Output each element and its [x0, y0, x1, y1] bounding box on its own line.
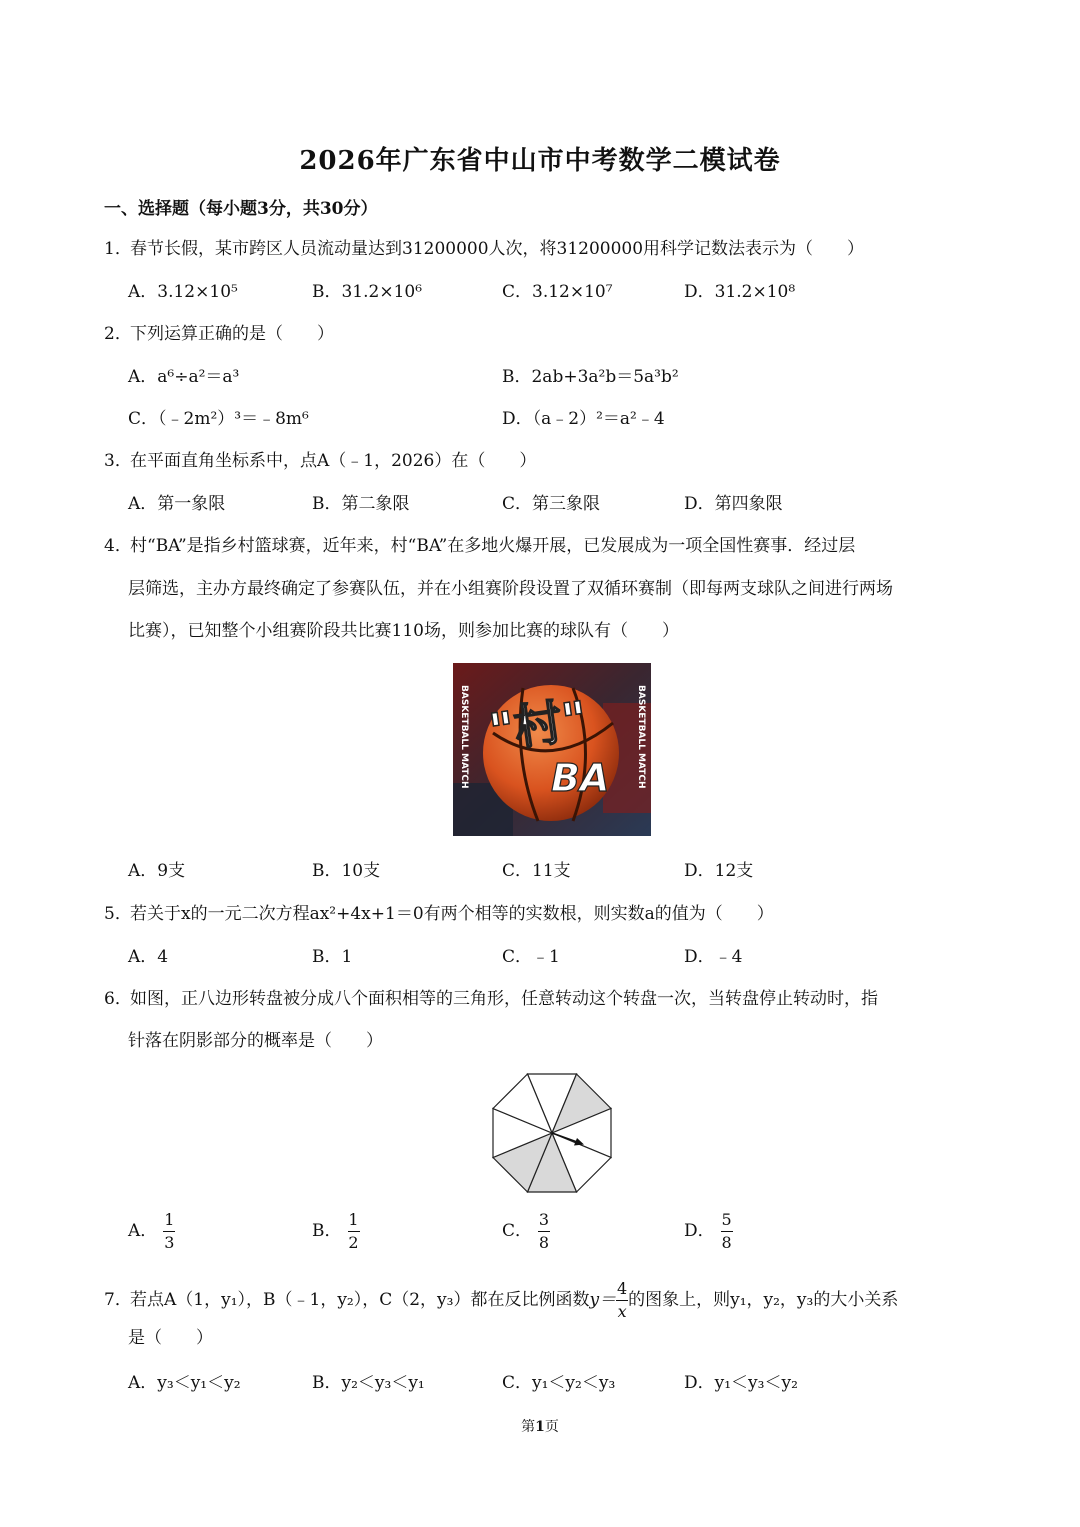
option-a: A．第一象限	[128, 494, 226, 514]
option-a	[128, 1211, 175, 1252]
question-number: 6．	[104, 989, 132, 1009]
question-number: 3．	[104, 451, 132, 471]
octagon-spinner-diagram	[488, 1069, 616, 1197]
question-5	[104, 903, 774, 925]
numerator: 1	[348, 1210, 359, 1229]
option-d: D．第四象限	[684, 494, 783, 514]
numerator: 3	[538, 1210, 550, 1229]
option-label: A．	[128, 1221, 158, 1241]
option-b: B．10支	[312, 861, 381, 881]
option-d: D．31.2×10⁸	[684, 282, 796, 302]
option-c: C．﹣1	[502, 947, 560, 967]
question-number: 7．	[104, 1290, 132, 1310]
image-main-text: "村"	[485, 691, 591, 761]
option-a: A．3.12×10⁵	[128, 282, 238, 302]
option-d	[684, 1211, 733, 1252]
question-6	[104, 988, 878, 1010]
question-7	[104, 1280, 898, 1321]
option-c: C．3.12×10⁷	[502, 282, 613, 302]
option-c: C．11支	[502, 861, 571, 881]
option-d: D．（a﹣2）²＝a²﹣4	[502, 409, 665, 429]
question-text: 若点A（1，y₁），B（﹣1，y₂），C（2，y₃）都在反比例函数	[130, 1290, 590, 1310]
option-b	[312, 1211, 360, 1252]
option-c: C．y₁＜y₂＜y₃	[502, 1373, 616, 1393]
question-number: 2．	[104, 324, 132, 344]
option-label: B．	[312, 1221, 342, 1241]
denominator: 2	[348, 1233, 359, 1252]
image-side-text: BASKETBALL MATCH	[459, 685, 469, 789]
image-sub-text: BA	[551, 756, 610, 800]
option-a: A．a⁶÷a²＝a³	[128, 367, 240, 387]
option-d: D．﹣4	[684, 947, 743, 967]
basketball-image	[453, 663, 651, 836]
question-number: 1．	[104, 239, 132, 259]
option-d: D．12支	[684, 861, 754, 881]
option-b: B．2ab+3a²b＝5a³b²	[502, 367, 679, 387]
image-side-text-right: BASKETBALL MATCH	[636, 685, 646, 789]
fraction	[348, 1211, 360, 1252]
option-b: B．31.2×10⁶	[312, 282, 423, 302]
denominator: 8	[538, 1233, 550, 1252]
option-a: A．9支	[128, 861, 186, 881]
numerator: 1	[164, 1210, 175, 1229]
question-text: 在平面直角坐标系中，点A（﹣1，2026）在（ ）	[130, 451, 537, 471]
question-2	[104, 323, 334, 345]
option-c: C．（﹣2m²）³＝﹣8m⁶	[128, 409, 309, 429]
question-number: 4．	[104, 536, 132, 556]
footer-suffix: 页	[544, 1419, 559, 1435]
question-text: 若关于x的一元二次方程ax²+4x+1＝0有两个相等的实数根，则实数a的值为（ ）	[130, 904, 774, 924]
fraction	[538, 1211, 550, 1252]
denominator: 3	[164, 1233, 175, 1252]
question-3	[104, 450, 536, 472]
option-label: D．	[684, 1221, 715, 1241]
village-ba-image	[453, 663, 651, 836]
page-footer	[0, 1416, 1080, 1436]
footer-prefix: 第	[521, 1419, 536, 1435]
question-text-line: 比赛），已知整个小组赛阶段共比赛110场，则参加比赛的球队有（ ）	[128, 621, 679, 641]
option-b: B．y₂＜y₃＜y₁	[312, 1373, 425, 1393]
fraction	[721, 1211, 733, 1252]
denominator: 8	[721, 1233, 732, 1252]
question-text: 春节长假，某市跨区人员流动量达到31200000人次，将31200000用科学记数法表示为（ ）	[130, 239, 865, 259]
page-number: 1	[535, 1419, 545, 1435]
question-number: 5．	[104, 904, 132, 924]
question-text: 下列运算正确的是（ ）	[130, 324, 334, 344]
denominator: x	[617, 1302, 627, 1321]
option-d: D．y₁＜y₃＜y₂	[684, 1373, 798, 1393]
option-label: C．	[502, 1221, 533, 1241]
numerator: 5	[721, 1210, 732, 1229]
question-text-line: 层筛选，主办方最终确定了参赛队伍，并在小组赛阶段设置了双循环赛制（即每两支球队之间进行两场	[128, 579, 893, 599]
function-lhs: y＝	[589, 1290, 617, 1310]
option-a: A．y₃＜y₁＜y₂	[128, 1373, 241, 1393]
question-1	[104, 238, 864, 260]
option-b: B．1	[312, 947, 353, 967]
question-text: 的图象上，则y₁，y₂，y₃的大小关系	[628, 1290, 899, 1310]
option-c	[502, 1211, 550, 1252]
question-text-line: 针落在阴影部分的概率是（ ）	[128, 1031, 383, 1051]
section-heading: 一、选择题（每小题3分，共30分）	[104, 199, 378, 219]
fraction	[163, 1211, 175, 1252]
page-title: 2026年广东省中山市中考数学二模试卷	[299, 146, 781, 176]
option-c: C．第三象限	[502, 494, 601, 514]
option-b: B．第二象限	[312, 494, 410, 514]
question-text: 如图，正八边形转盘被分成八个面积相等的三角形，任意转动这个转盘一次，当转盘停止转动时，指	[130, 989, 878, 1009]
question-4	[104, 535, 855, 557]
function-fraction	[616, 1280, 628, 1321]
numerator: 4	[617, 1279, 628, 1298]
option-a: A．4	[128, 947, 169, 967]
question-text: 村“BA”是指乡村篮球赛，近年来，村“BA”在多地火爆开展，已发展成为一项全国性赛事．经过层	[130, 536, 856, 556]
question-text-line: 是（ ）	[128, 1328, 213, 1348]
